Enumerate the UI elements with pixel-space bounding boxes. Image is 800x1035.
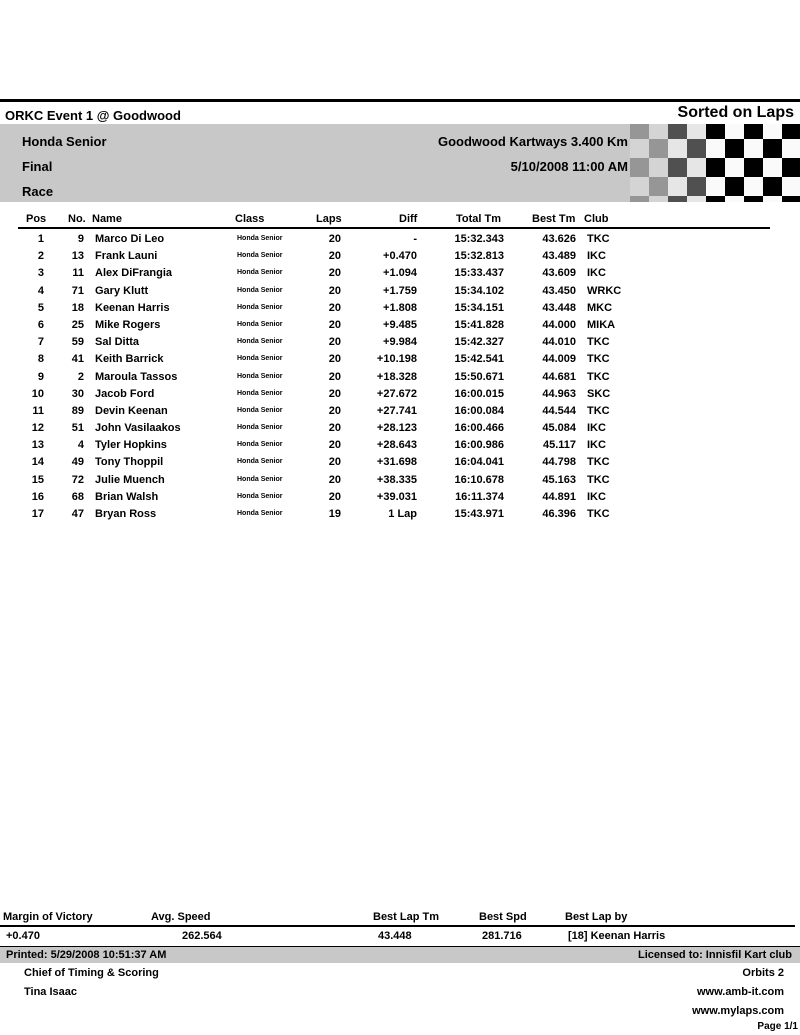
table-row	[0, 265, 800, 282]
row-laps: 20	[328, 301, 341, 314]
table-row	[0, 472, 800, 489]
row-laps: 20	[328, 267, 341, 280]
row-class: Honda Senior	[237, 458, 283, 466]
row-name: Julie Muench	[95, 473, 165, 486]
row-best-time: 43.448	[542, 301, 576, 314]
row-club: IKC	[587, 439, 606, 452]
col-diff: Diff	[399, 213, 418, 225]
row-best-time: 44.010	[542, 336, 576, 349]
best-spd-value: 281.716	[482, 930, 522, 942]
row-class: Honda Senior	[237, 252, 283, 260]
row-best-time: 43.626	[542, 233, 576, 245]
row-laps: 19	[328, 508, 341, 520]
row-total-time: 15:32.343	[454, 233, 504, 245]
row-laps: 20	[328, 250, 341, 263]
table-row	[0, 248, 800, 265]
row-best-time: 43.489	[542, 250, 576, 263]
row-total-time: 16:10.678	[454, 473, 504, 486]
row-club: TKC	[587, 353, 610, 366]
row-laps: 20	[328, 370, 341, 383]
row-best-time: 45.084	[542, 422, 576, 435]
row-diff: +18.328	[376, 370, 417, 383]
col-total: Total Tm	[456, 213, 502, 225]
info-band	[0, 124, 800, 202]
row-pos: 1	[37, 233, 44, 245]
col-class: Class	[235, 213, 265, 225]
col-club: Club	[584, 213, 609, 225]
row-best-time: 43.609	[542, 267, 576, 280]
row-class: Honda Senior	[237, 475, 283, 483]
row-laps: 20	[328, 490, 341, 503]
row-laps: 20	[328, 473, 341, 486]
track-name: Goodwood Kartways 3.400 Km	[438, 134, 628, 149]
best-lap-label: Best Lap Tm	[373, 911, 440, 923]
row-pos: 4	[37, 284, 44, 297]
col-name: Name	[92, 213, 122, 225]
row-class: Honda Senior	[237, 355, 283, 363]
row-name: Brian Walsh	[95, 490, 159, 503]
results-table	[0, 231, 800, 523]
row-club: SKC	[587, 387, 611, 400]
table-row	[0, 403, 800, 420]
row-club: TKC	[587, 473, 610, 486]
row-club: TKC	[587, 508, 610, 520]
col-laps: Laps	[316, 213, 342, 225]
row-total-time: 16:00.466	[454, 422, 504, 435]
row-best-time: 45.117	[542, 439, 576, 452]
row-best-time: 45.163	[542, 473, 576, 486]
table-row	[0, 231, 800, 248]
table-row	[0, 351, 800, 368]
row-best-time: 44.009	[542, 353, 576, 366]
row-pos: 5	[37, 301, 44, 314]
row-number: 2	[77, 370, 84, 383]
row-total-time: 15:41.828	[454, 318, 504, 331]
row-club: MIKA	[587, 318, 616, 331]
row-name: Keith Barrick	[95, 353, 164, 366]
row-name: John Vasilaakos	[95, 422, 181, 435]
row-number: 51	[71, 422, 84, 435]
row-laps: 20	[328, 387, 341, 400]
row-pos: 11	[32, 404, 44, 417]
row-pos: 8	[37, 353, 44, 366]
row-club: MKC	[587, 301, 613, 314]
event-title: ORKC Event 1 @ Goodwood	[5, 108, 181, 123]
table-row	[0, 386, 800, 403]
row-pos: 13	[31, 439, 44, 452]
row-class: Honda Senior	[237, 389, 283, 397]
row-laps: 20	[328, 456, 341, 469]
table-row	[0, 506, 800, 523]
row-number: 13	[71, 250, 84, 263]
row-laps: 20	[328, 353, 341, 366]
row-club: TKC	[587, 404, 610, 417]
row-pos: 7	[37, 336, 44, 349]
row-diff: +27.741	[376, 404, 417, 417]
col-pos: Pos	[26, 213, 47, 225]
event-datetime: 5/10/2008 11:00 AM	[510, 159, 628, 174]
row-number: 25	[71, 318, 84, 331]
amb-url: www.amb-it.com	[697, 986, 784, 998]
avg-speed-label: Avg. Speed	[151, 911, 211, 923]
row-pos: 17	[31, 508, 44, 520]
row-club: TKC	[587, 336, 610, 349]
footer-band	[0, 946, 800, 963]
row-class: Honda Senior	[237, 286, 283, 294]
checkered-flag-icon	[630, 124, 800, 202]
row-class: Honda Senior	[237, 269, 283, 277]
row-class: Honda Senior	[237, 406, 283, 414]
row-best-time: 44.963	[542, 387, 576, 400]
row-laps: 20	[328, 422, 341, 435]
row-total-time: 15:50.671	[454, 370, 504, 383]
row-club: TKC	[587, 370, 610, 383]
row-best-time: 46.396	[542, 508, 576, 520]
table-header	[0, 213, 770, 227]
row-diff: +1.808	[383, 301, 417, 314]
row-number: 71	[71, 284, 84, 297]
page-number: Page 1/1	[757, 1021, 798, 1032]
row-pos: 14	[31, 456, 44, 469]
session-name: Final	[22, 159, 53, 174]
row-pos: 16	[31, 490, 44, 503]
licensed-to: Licensed to: Innisfil Kart club	[637, 949, 792, 961]
row-pos: 15	[31, 473, 44, 486]
row-name: Keenan Harris	[95, 301, 170, 314]
row-pos: 6	[37, 318, 44, 331]
row-total-time: 16:04.041	[454, 456, 504, 469]
row-pos: 10	[31, 387, 44, 400]
row-pos: 3	[37, 267, 44, 280]
row-best-time: 44.000	[542, 318, 576, 331]
row-diff: +0.470	[383, 250, 417, 263]
row-diff: +39.031	[376, 490, 417, 503]
chief-title: Chief of Timing & Scoring	[24, 967, 159, 979]
row-laps: 20	[328, 233, 341, 245]
row-diff: 1 Lap	[388, 508, 417, 520]
row-total-time: 15:34.102	[454, 284, 504, 297]
class-name: Honda Senior	[22, 134, 107, 149]
row-class: Honda Senior	[237, 303, 283, 311]
row-name: Jacob Ford	[95, 387, 155, 400]
table-row	[0, 369, 800, 386]
row-name: Maroula Tassos	[95, 370, 178, 383]
row-best-time: 44.891	[542, 490, 576, 503]
mylaps-url: www.mylaps.com	[692, 1005, 784, 1017]
row-class: Honda Senior	[237, 424, 283, 432]
row-class: Honda Senior	[237, 492, 283, 500]
table-row	[0, 489, 800, 506]
row-total-time: 15:32.813	[454, 250, 504, 263]
row-diff: +10.198	[376, 353, 417, 366]
row-total-time: 16:00.084	[454, 404, 504, 417]
row-best-time: 44.544	[542, 404, 576, 417]
row-name: Tony Thoppil	[95, 456, 164, 469]
row-diff: +1.759	[383, 284, 417, 297]
row-name: Bryan Ross	[95, 508, 157, 520]
printed-timestamp: Printed: 5/29/2008 10:51:37 AM	[6, 949, 167, 961]
row-name: Gary Klutt	[95, 284, 149, 297]
row-club: IKC	[587, 490, 606, 503]
row-total-time: 15:42.327	[454, 336, 504, 349]
row-diff: +28.123	[376, 422, 417, 435]
row-number: 11	[72, 267, 84, 280]
session-type: Race	[22, 184, 54, 199]
table-row	[0, 437, 800, 454]
row-total-time: 16:00.986	[454, 439, 504, 452]
margin-value: +0.470	[6, 930, 40, 942]
row-name: Marco Di Leo	[95, 233, 165, 245]
row-number: 49	[71, 456, 84, 469]
row-name: Devin Keenan	[95, 404, 168, 417]
row-number: 89	[71, 404, 84, 417]
margin-label: Margin of Victory	[3, 911, 93, 923]
best-by-label: Best Lap by	[565, 911, 628, 923]
row-diff: +38.335	[376, 473, 417, 486]
avg-speed-value: 262.564	[182, 930, 222, 942]
row-number: 68	[71, 490, 84, 503]
row-best-time: 44.681	[542, 370, 576, 383]
row-name: Alex DiFrangia	[95, 267, 173, 280]
table-row	[0, 283, 800, 300]
table-row	[0, 334, 800, 351]
row-class: Honda Senior	[237, 320, 283, 328]
col-no: No.	[68, 213, 86, 225]
table-row	[0, 317, 800, 334]
row-number: 59	[71, 336, 84, 349]
row-total-time: 16:11.374	[455, 490, 504, 503]
table-row	[0, 454, 800, 471]
table-row	[0, 420, 800, 437]
row-number: 4	[77, 439, 84, 452]
row-diff: +9.984	[383, 336, 417, 349]
row-number: 30	[71, 387, 84, 400]
best-spd-label: Best Spd	[479, 911, 527, 923]
best-lap-value: 43.448	[378, 930, 412, 942]
row-total-time: 15:33.437	[454, 267, 504, 280]
row-club: TKC	[587, 233, 610, 245]
row-name: Frank Launi	[95, 250, 158, 263]
table-row	[0, 300, 800, 317]
row-best-time: 44.798	[542, 456, 576, 469]
header-rule	[0, 99, 800, 102]
software-name: Orbits 2	[742, 967, 784, 979]
row-total-time: 15:43.971	[454, 508, 504, 520]
row-laps: 20	[328, 284, 341, 297]
row-laps: 20	[328, 439, 341, 452]
best-by-value: [18] Keenan Harris	[568, 930, 666, 942]
summary-rule	[0, 925, 795, 927]
row-diff: -	[413, 233, 417, 245]
row-diff: +1.094	[383, 267, 417, 280]
row-laps: 20	[328, 336, 341, 349]
row-diff: +27.672	[376, 387, 417, 400]
row-pos: 12	[31, 422, 44, 435]
row-club: IKC	[587, 422, 606, 435]
row-diff: +31.698	[376, 456, 417, 469]
row-pos: 9	[37, 370, 44, 383]
row-laps: 20	[328, 318, 341, 331]
row-total-time: 15:42.541	[454, 353, 504, 366]
col-best: Best Tm	[532, 213, 576, 225]
sorted-label: Sorted on Laps	[677, 104, 794, 121]
row-number: 47	[71, 508, 84, 520]
row-number: 72	[71, 473, 84, 486]
row-pos: 2	[37, 250, 44, 263]
row-best-time: 43.450	[542, 284, 576, 297]
row-number: 41	[71, 353, 84, 366]
row-class: Honda Senior	[237, 510, 283, 517]
row-diff: +9.485	[383, 318, 417, 331]
row-class: Honda Senior	[237, 441, 283, 449]
chief-name: Tina Isaac	[24, 986, 77, 998]
row-total-time: 15:34.151	[454, 301, 504, 314]
row-name: Sal Ditta	[95, 336, 140, 349]
row-name: Mike Rogers	[95, 318, 161, 331]
row-laps: 20	[328, 404, 341, 417]
row-class: Honda Senior	[237, 338, 283, 346]
row-club: WRKC	[587, 284, 622, 297]
table-header-rule	[18, 227, 770, 229]
row-class: Honda Senior	[237, 235, 283, 242]
row-number: 18	[71, 301, 84, 314]
row-total-time: 16:00.015	[454, 387, 504, 400]
row-number: 9	[77, 233, 84, 245]
row-class: Honda Senior	[237, 372, 283, 380]
row-name: Tyler Hopkins	[95, 439, 167, 452]
row-club: IKC	[587, 250, 606, 263]
row-club: IKC	[587, 267, 606, 280]
row-club: TKC	[587, 456, 610, 469]
row-diff: +28.643	[376, 439, 417, 452]
